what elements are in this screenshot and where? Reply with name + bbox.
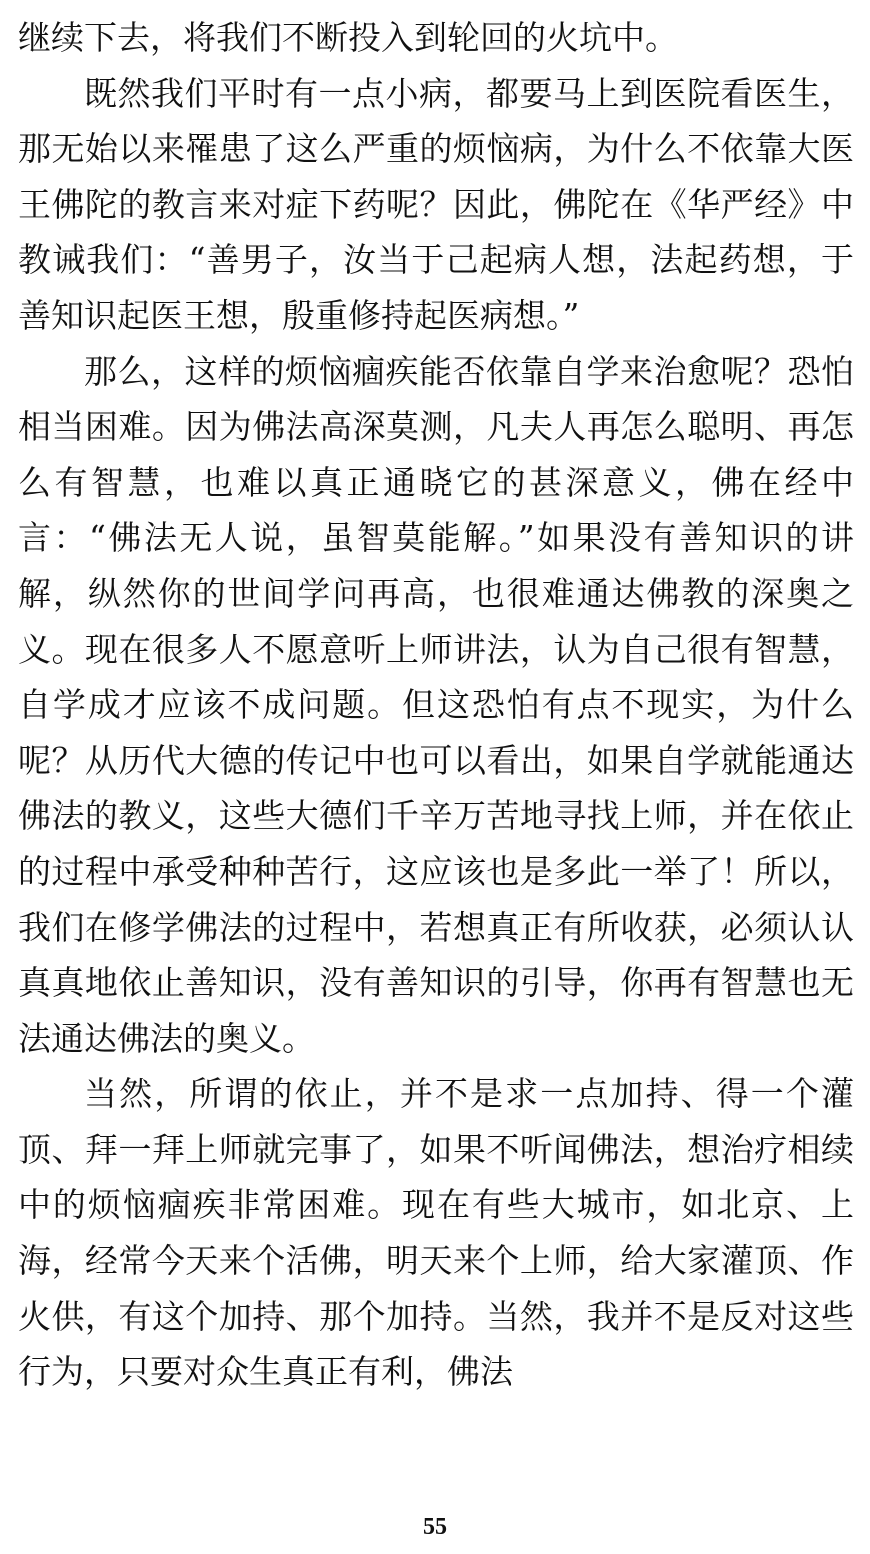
paragraph-continued: 继续下去，将我们不断投入到轮回的火坑中。: [18, 18, 678, 57]
page-number: 55: [423, 1514, 447, 1540]
paragraph: 既然我们平时有一点小病，都要马上到医院看医生，那无始以来罹患了这么严重的烦恼病，为什么不依靠大医王佛陀的教言来对症下药呢？因此，佛陀在《华严经》中教诫我们：“善男子，汝当于己起病人想，法起药想，于善知识起医王想，殷重修持起医病想。”: [18, 73, 854, 335]
paragraph: 那么，这样的烦恼痼疾能否依靠自学来治愈呢？恐怕相当困难。因为佛法高深莫测，凡夫人再怎么聪明、再怎么有智慧，也难以真正通晓它的甚深意义，佛在经中言：“佛法无人说，虽智莫能解。”如果没有善知识的讲解，纵然你的世间学问再高，也很难通达佛教的深奥之义。现在很多人不愿意听上师讲法，认为自己很有智慧，自学成才应该不成问题。但这恐怕有点不现实，为什么呢？从历代大德的传记中也可以看出，如果自学就能通达佛法的教义，这些大德们千辛万苦地寻找上师，并在依止的过程中承受种种苦行，这应该也是多此一举了！所以，我们在修学佛法的过程中，若想真正有所收获，必须认认真真地依止善知识，没有善知识的引导，你再有智慧也无法通达佛法的奥义。: [18, 351, 854, 1058]
paragraph: 当然，所谓的依止，并不是求一点加持、得一个灌顶、拜一拜上师就完事了，如果不听闻佛法，想治疗相续中的烦恼痼疾非常困难。现在有些大城市，如北京、上海，经常今天来个活佛，明天来个上师，给大家灌顶、作火供，有这个加持、那个加持。当然，我并不是反对这些行为，只要对众生真正有利，佛法: [18, 1074, 854, 1392]
body-text: [18, 10, 854, 1400]
